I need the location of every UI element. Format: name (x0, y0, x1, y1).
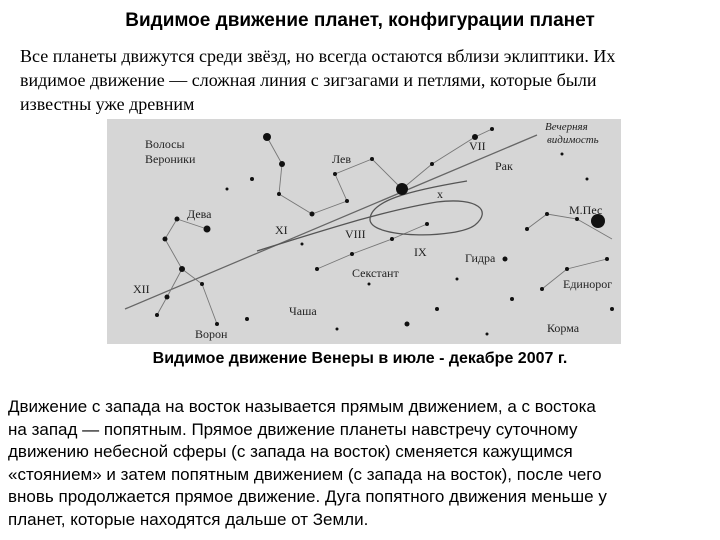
label-lev: Лев (332, 152, 352, 166)
body-line: вновь продолжается прямое движение. Дуга попятного движения меньше у (8, 487, 607, 506)
venus-loop-path (257, 181, 482, 251)
venus-motion-star-map (107, 119, 621, 344)
intro-line: известны уже древним (20, 94, 195, 114)
label-x-mark: x (437, 187, 443, 201)
body-line: «стоянием» и затем попятным движением (с запада на восток), после чего (8, 464, 602, 484)
intro-line: видимое движение — сложная линия с зигзагами и петлями, которые были (20, 70, 597, 90)
figure-caption: Видимое движение Венеры в июле - декабре 2007 г. (152, 350, 568, 367)
body-paragraph (8, 396, 710, 531)
label-volosy: Волосы (145, 137, 185, 151)
label-ix: IX (414, 245, 427, 259)
label-korma: Корма (547, 321, 580, 335)
label-deva: Дева (187, 207, 212, 221)
slide-title: Видимое движение планет, конфигурации планет (125, 10, 595, 31)
label-vidimost: видимость (547, 134, 599, 146)
label-sekstant: Секстант (352, 266, 399, 280)
label-chasha: Чаша (289, 304, 317, 318)
label-veroniki: Вероники (145, 152, 196, 166)
body-line: движению небесной сферы (с запада на восток) сменяется кажущимся (8, 442, 573, 461)
body-line: Движение с запада на восток называется прямым движением, а с востока (8, 397, 596, 416)
intro-paragraph (20, 44, 700, 116)
label-vii: VII (469, 139, 486, 153)
body-line: планет, которые находятся дальше от Земли. (8, 509, 369, 529)
label-rak: Рак (495, 159, 513, 173)
label-vechernyaya: Вечерняя (545, 121, 588, 133)
label-viii: VIII (345, 227, 366, 241)
label-xi: XI (275, 223, 288, 237)
label-xii: XII (133, 282, 150, 296)
constellation-lines (157, 129, 612, 324)
intro-line: Все планеты движутся среди звёзд, но всегда остаются вблизи эклиптики. Их (20, 46, 616, 66)
body-line: на запад — попятным. Прямое движение планеты навстречу суточному (8, 419, 578, 439)
label-m-pes: М.Пес (569, 203, 603, 217)
label-edinorog: Единорог (563, 277, 613, 291)
label-voron: Ворон (195, 327, 228, 341)
label-gidra: Гидра (465, 251, 496, 265)
